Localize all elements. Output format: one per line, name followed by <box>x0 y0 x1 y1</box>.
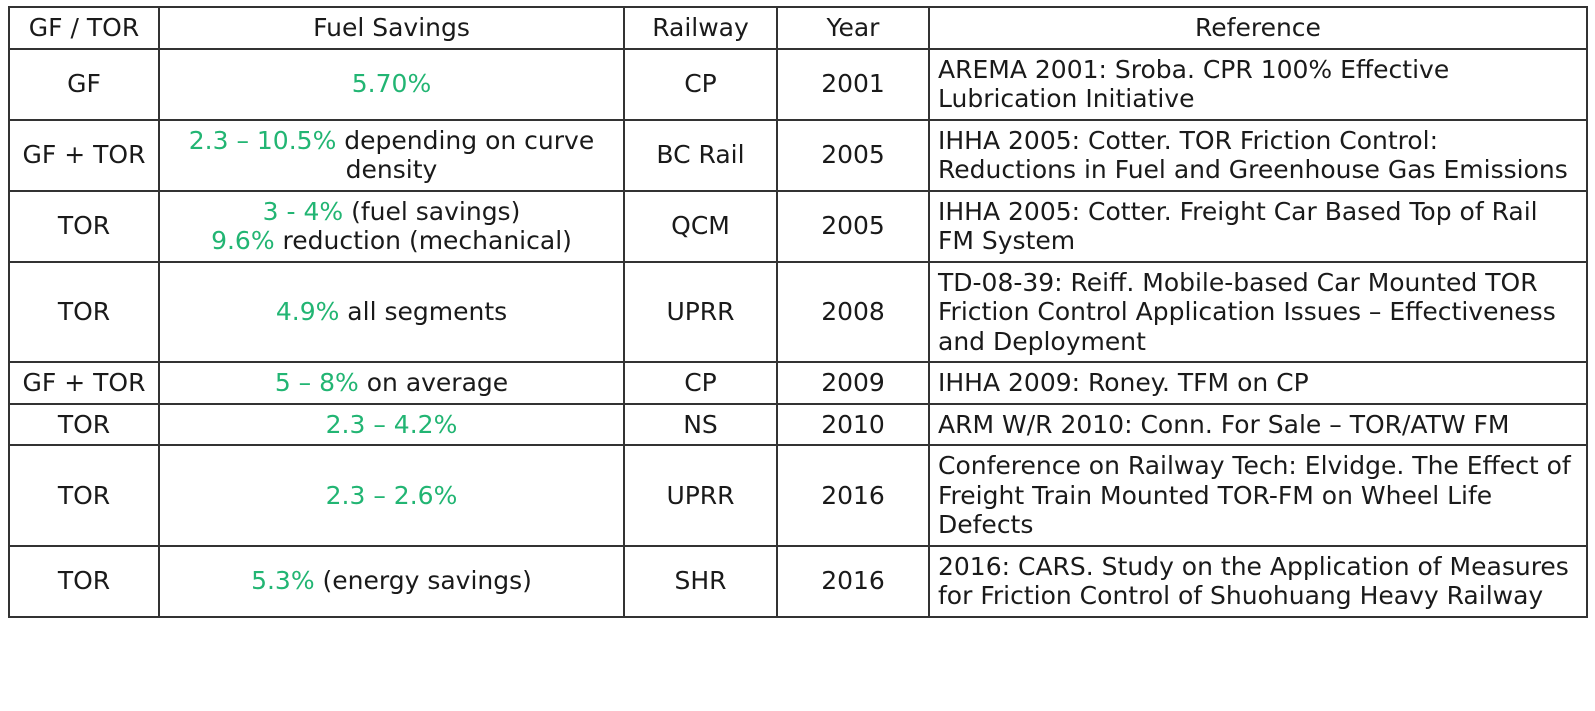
cell-railway: NS <box>624 404 777 446</box>
fuel-savings-table <box>8 6 1588 618</box>
cell-gf-tor: GF <box>9 49 159 120</box>
fuel-savings-line <box>168 297 615 327</box>
fuel-savings-value: 2.3 – 10.5% <box>188 125 337 155</box>
table-row <box>9 262 1587 363</box>
cell-year: 2008 <box>777 262 929 363</box>
fuel-savings-value: 4.9% <box>275 297 340 326</box>
table-row <box>9 191 1587 262</box>
column-header-gf-tor: GF / TOR <box>9 7 159 49</box>
cell-gf-tor: TOR <box>9 262 159 363</box>
fuel-savings-line <box>168 197 615 227</box>
fuel-savings-value: 9.6% <box>211 226 275 255</box>
cell-fuel-savings <box>159 262 624 363</box>
cell-reference: IHHA 2005: Cotter. Freight Car Based Top of Rail FM System <box>929 191 1587 262</box>
table-row <box>9 445 1587 546</box>
fuel-savings-note: reduction (mechanical) <box>274 226 572 255</box>
fuel-savings-note: depending on curve density <box>336 125 595 184</box>
cell-railway: UPRR <box>624 445 777 546</box>
cell-gf-tor: GF + TOR <box>9 362 159 404</box>
cell-year: 2005 <box>777 120 929 191</box>
table-row <box>9 546 1587 617</box>
cell-fuel-savings <box>159 362 624 404</box>
fuel-savings-line <box>168 481 615 511</box>
cell-gf-tor: TOR <box>9 546 159 617</box>
table-row <box>9 49 1587 120</box>
fuel-savings-line <box>168 226 615 256</box>
fuel-savings-value: 5.70% <box>351 69 432 99</box>
cell-railway: SHR <box>624 546 777 617</box>
cell-fuel-savings <box>159 445 624 546</box>
column-header-reference: Reference <box>929 7 1587 49</box>
cell-reference: 2016: CARS. Study on the Application of Measures for Friction Control of Shuohuang Heavy Railway <box>929 546 1587 617</box>
cell-railway: QCM <box>624 191 777 262</box>
fuel-savings-line <box>168 410 615 440</box>
cell-year: 2009 <box>777 362 929 404</box>
cell-fuel-savings <box>159 546 624 617</box>
fuel-savings-line <box>168 69 615 99</box>
fuel-savings-value: 2.3 – 2.6% <box>325 480 458 510</box>
cell-reference: ARM W/R 2010: Conn. For Sale – TOR/ATW FM <box>929 404 1587 446</box>
cell-fuel-savings <box>159 191 624 262</box>
cell-gf-tor: TOR <box>9 404 159 446</box>
cell-reference: Conference on Railway Tech: Elvidge. The Effect of Freight Train Mounted TOR-FM on Wheel Life Defects <box>929 445 1587 546</box>
table-row <box>9 404 1587 446</box>
cell-year: 2016 <box>777 445 929 546</box>
cell-railway: CP <box>624 49 777 120</box>
fuel-savings-value: 5.3% <box>251 566 315 596</box>
cell-reference: IHHA 2009: Roney. TFM on CP <box>929 362 1587 404</box>
cell-year: 2001 <box>777 49 929 120</box>
cell-year: 2010 <box>777 404 929 446</box>
cell-reference: IHHA 2005: Cotter. TOR Friction Control: Reductions in Fuel and Greenhouse Gas Emissions <box>929 120 1587 191</box>
cell-railway: CP <box>624 362 777 404</box>
cell-fuel-savings <box>159 120 624 191</box>
cell-year: 2005 <box>777 191 929 262</box>
cell-fuel-savings <box>159 49 624 120</box>
fuel-savings-note: all segments <box>339 297 508 326</box>
cell-gf-tor: TOR <box>9 191 159 262</box>
fuel-savings-note: on average <box>358 368 509 397</box>
column-header-railway: Railway <box>624 7 777 49</box>
cell-railway: BC Rail <box>624 120 777 191</box>
cell-reference: TD-08-39: Reiff. Mobile-based Car Mounted TOR Friction Control Application Issues – Effectiveness and Deployment <box>929 262 1587 363</box>
table-header-row <box>9 7 1587 49</box>
cell-railway: UPRR <box>624 262 777 363</box>
fuel-savings-line <box>168 368 615 398</box>
column-header-year: Year <box>777 7 929 49</box>
fuel-savings-value: 2.3 – 4.2% <box>325 409 458 439</box>
fuel-savings-line <box>168 566 615 596</box>
table-row <box>9 120 1587 191</box>
fuel-savings-note: (energy savings) <box>314 566 532 596</box>
fuel-savings-line <box>168 126 615 185</box>
table-header <box>9 7 1587 49</box>
table-body <box>9 49 1587 617</box>
column-header-fuel-savings: Fuel Savings <box>159 7 624 49</box>
fuel-savings-value: 5 – 8% <box>274 368 359 397</box>
fuel-savings-note: (fuel savings) <box>343 196 521 226</box>
cell-reference: AREMA 2001: Sroba. CPR 100% Effective Lubrication Initiative <box>929 49 1587 120</box>
cell-gf-tor: GF + TOR <box>9 120 159 191</box>
cell-gf-tor: TOR <box>9 445 159 546</box>
cell-fuel-savings <box>159 404 624 446</box>
table-row <box>9 362 1587 404</box>
fuel-savings-value: 3 - 4% <box>262 196 344 226</box>
cell-year: 2016 <box>777 546 929 617</box>
